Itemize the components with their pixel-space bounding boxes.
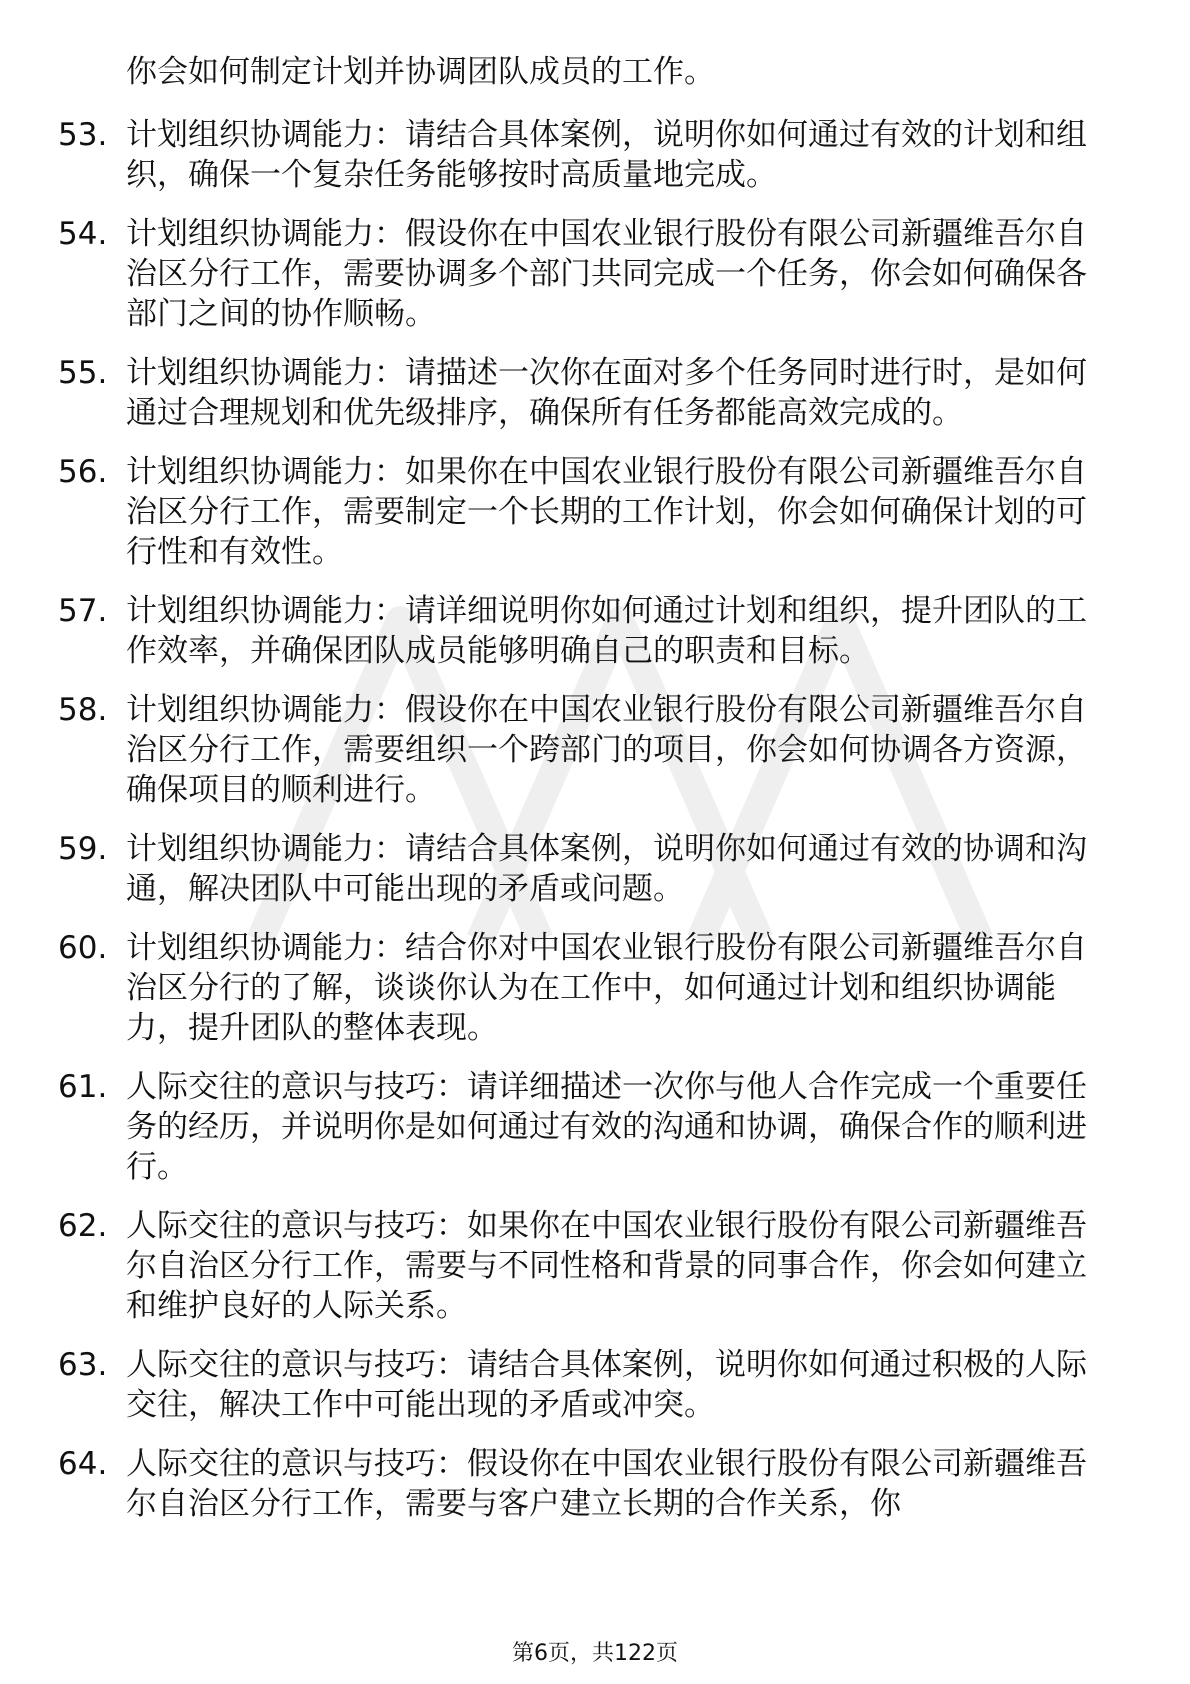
question-number: 55. [58,355,108,391]
question-text: 计划组织协调能力：如果你在中国农业银行股份有限公司新疆维吾尔自治区分行工作，需要制定一个长期的工作计划，你会如何确保计划的可行性和有效性。 [126,454,1087,570]
question-text: 计划组织协调能力：请结合具体案例，说明你如何通过有效的协调和沟通，解决团队中可能出现的矛盾或问题。 [126,831,1087,907]
question-item [58,1067,1108,1187]
question-number: 60. [58,930,108,966]
question-text: 人际交往的意识与技巧：如果你在中国农业银行股份有限公司新疆维吾尔自治区分行工作，需要与不同性格和背景的同事合作，你会如何建立和维护良好的人际关系。 [126,1208,1087,1324]
question-number: 59. [58,831,108,867]
question-number: 63. [58,1347,108,1383]
question-number: 64. [58,1446,108,1482]
question-number: 54. [58,216,108,252]
question-text: 人际交往的意识与技巧：请详细描述一次你与他人合作完成一个重要任务的经历，并说明你是如何通过有效的沟通和协调，确保合作的顺利进行。 [126,1069,1087,1185]
page-footer: 第6页，共122页 [512,1641,678,1666]
question-item [58,1345,1108,1425]
question-number: 58. [58,692,108,728]
question-number: 61. [58,1069,108,1105]
question-text: 计划组织协调能力：结合你对中国农业银行股份有限公司新疆维吾尔自治区分行的了解，谈谈你认为在工作中，如何通过计划和组织协调能力，提升团队的整体表现。 [126,930,1087,1046]
question-item [58,928,1108,1048]
question-list [58,115,1108,1543]
question-text: 人际交往的意识与技巧：请结合具体案例，说明你如何通过积极的人际交往，解决工作中可能出现的矛盾或冲突。 [126,1347,1087,1423]
question-item [58,115,1108,195]
question-text: 计划组织协调能力：假设你在中国农业银行股份有限公司新疆维吾尔自治区分行工作，需要协调多个部门共同完成一个任务，你会如何确保各部门之间的协作顺畅。 [126,216,1087,332]
question-item [58,591,1108,671]
question-item [58,690,1108,810]
question-item [58,452,1108,572]
question-text: 计划组织协调能力：请详细说明你如何通过计划和组织，提升团队的工作效率，并确保团队成员能够明确自己的职责和目标。 [126,593,1087,669]
question-text: 计划组织协调能力：假设你在中国农业银行股份有限公司新疆维吾尔自治区分行工作，需要组织一个跨部门的项目，你会如何协调各方资源，确保项目的顺利进行。 [126,692,1087,808]
question-item [58,1444,1108,1524]
question-text: 人际交往的意识与技巧：假设你在中国农业银行股份有限公司新疆维吾尔自治区分行工作，需要与客户建立长期的合作关系，你 [126,1446,1087,1522]
question-item [58,1206,1108,1326]
question-text: 计划组织协调能力：请描述一次你在面对多个任务同时进行时，是如何通过合理规划和优先级排序，确保所有任务都能高效完成的。 [126,355,1087,431]
continuation-line: 你会如何制定计划并协调团队成员的工作。 [126,54,715,90]
question-text: 计划组织协调能力：请结合具体案例，说明你如何通过有效的计划和组织，确保一个复杂任务能够按时高质量地完成。 [126,117,1087,193]
question-item [58,214,1108,334]
question-item [58,829,1108,909]
question-number: 53. [58,117,108,153]
question-number: 57. [58,593,108,629]
question-number: 56. [58,454,108,490]
question-item [58,353,1108,433]
question-number: 62. [58,1208,108,1244]
